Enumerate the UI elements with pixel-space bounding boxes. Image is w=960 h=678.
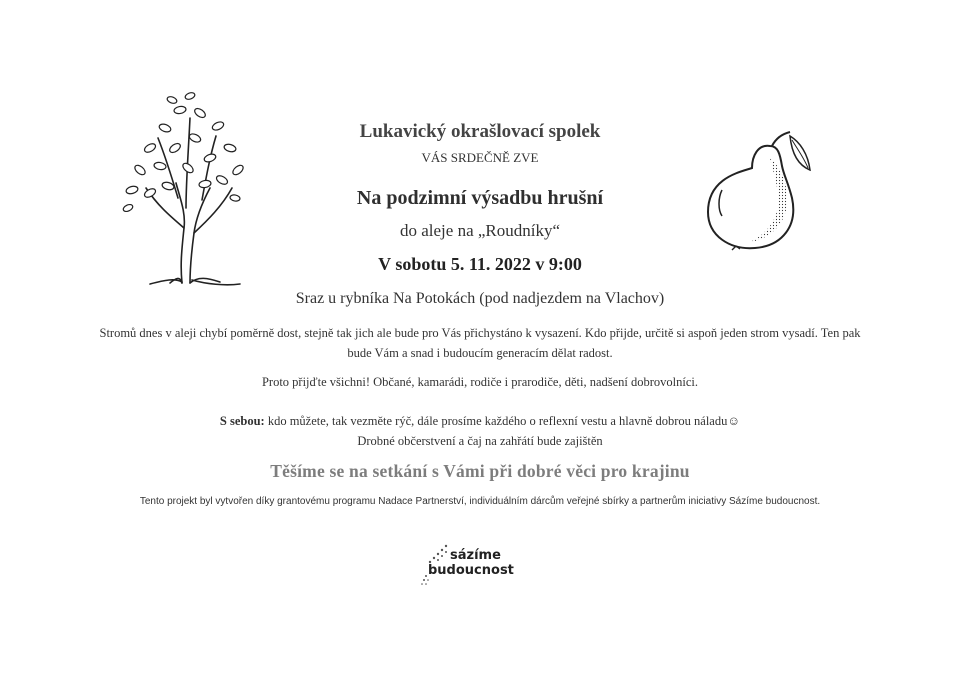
event-title: Na podzimní výsadbu hrušní bbox=[356, 187, 604, 209]
invite-line: VÁS SRDEČNĚ ZVE bbox=[421, 150, 539, 165]
paragraph-trees: Stromů dnes v aleji chybí poměrně dost, stejně tak jich ale bude pro Vás přichystáno k vysazení. Kdo přijde, určitě si aspoň jeden strom vysadí. Ten pak bude Vám a snad i budoucím generacím dělat radost. bbox=[99, 326, 861, 360]
bring-label: S sebou: bbox=[219, 414, 265, 428]
refreshments-line: Drobné občerstvení a čaj na zahřátí bude zajištěn bbox=[357, 434, 603, 448]
credits-text: Tento projekt byl vytvořen díky grantovému programu Nadace Partnerství, individuálním dárcům veřejné sbírky a partnerům iniciativy Sázíme budoucnost. bbox=[139, 496, 821, 507]
bring-section bbox=[92, 411, 868, 451]
thanks-heading: Těšíme se na setkání s Vámi při dobré věci pro krajinu bbox=[270, 461, 690, 481]
organizer-name: Lukavický okrašlovací spolek bbox=[359, 121, 601, 142]
bring-text: kdo můžete, tak vezměte rýč, dále prosíme každého o reflexní vestu a hlavně dobrou náladu☺ bbox=[267, 414, 741, 428]
logo-line-1: sázíme bbox=[450, 548, 501, 563]
event-date: V sobotu 5. 11. 2022 v 9:00 bbox=[378, 254, 582, 274]
meeting-point: Sraz u rybníka Na Potokách (pod nadjezdem na Vlachov) bbox=[295, 290, 665, 307]
sazime-budoucnost-logo bbox=[420, 540, 550, 590]
location-line: do aleje na „Roudníky“ bbox=[399, 221, 561, 240]
paragraph-invitation: Proto přijďte všichni! Občané, kamarádi, rodiče i prarodiče, děti, nadšení dobrovolníci. bbox=[261, 375, 699, 389]
bring-line bbox=[92, 411, 868, 431]
logo-line-2: budoucnost bbox=[428, 563, 514, 578]
